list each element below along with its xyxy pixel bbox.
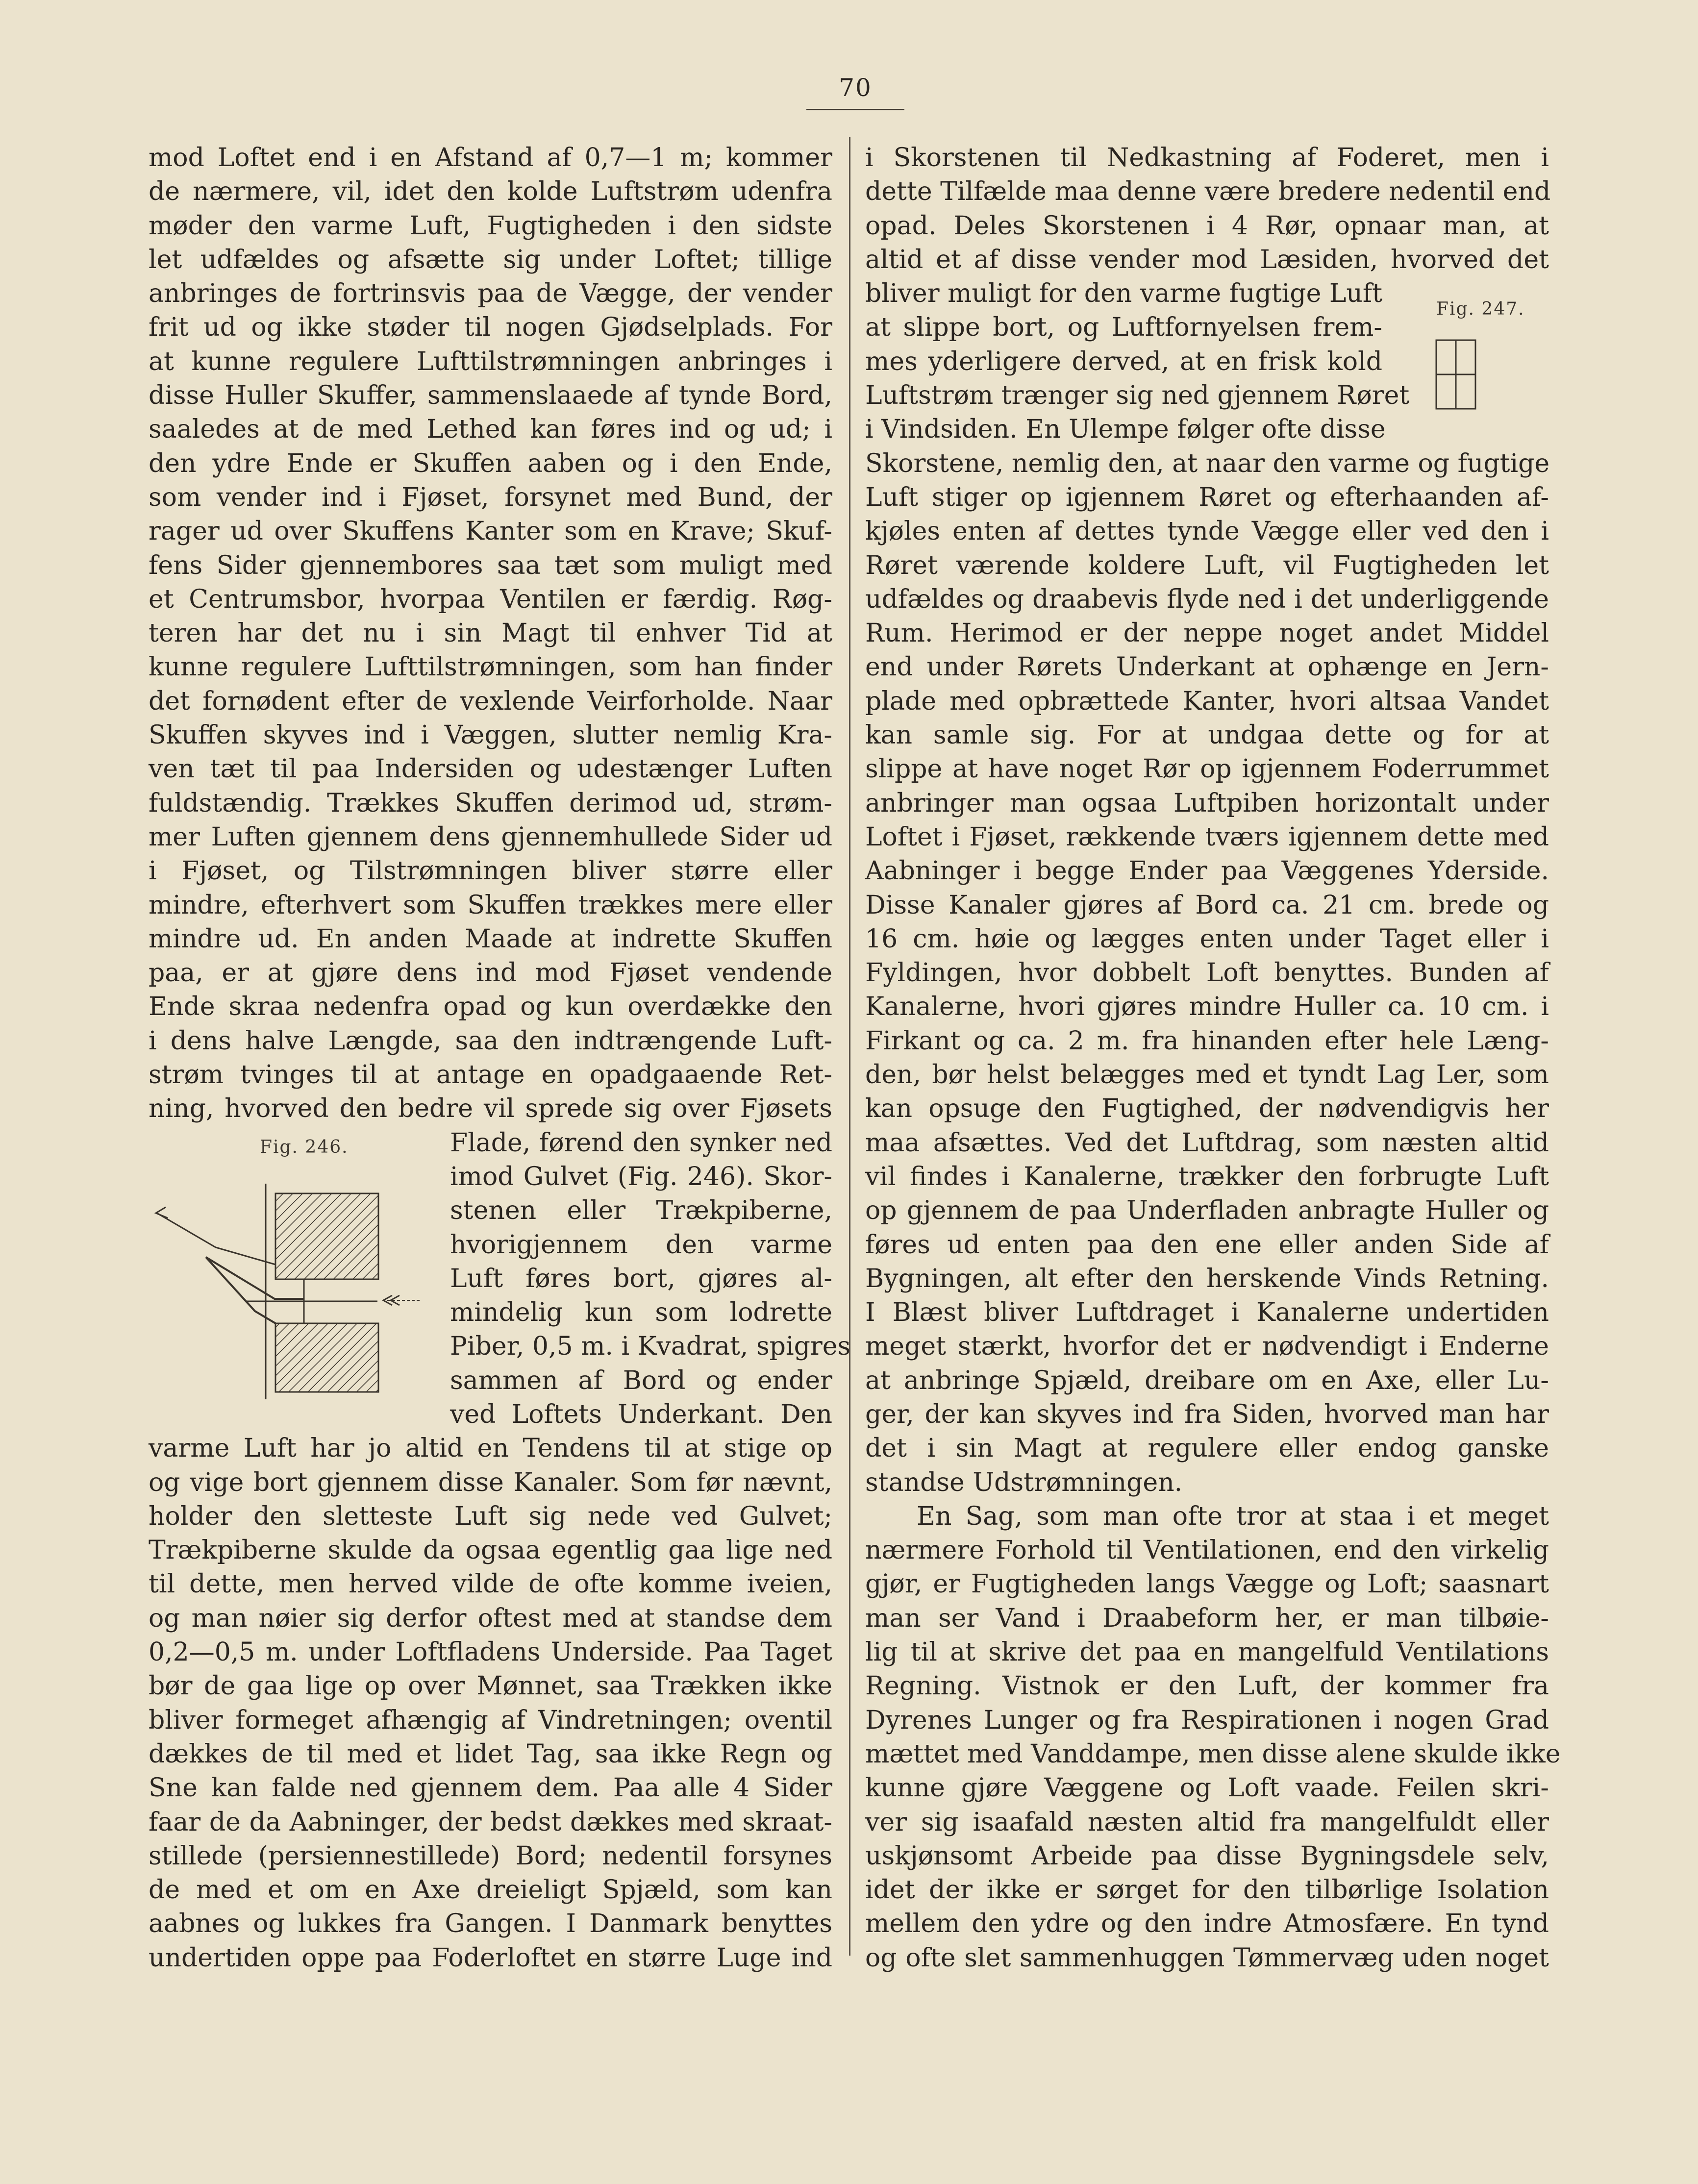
text-line: dette Tilfælde maa denne være bredere nedentil end: [865, 177, 1551, 207]
text-line: bør de gaa lige op over Mønnet, saa Trækken ikke: [149, 1671, 832, 1701]
figure-247-caption: Fig. 247.: [1436, 299, 1525, 319]
text-line: maa afsættes. Ved det Luftdrag, som næsten altid: [865, 1128, 1549, 1158]
text-line: teren har det nu i sin Magt til enhver Tid at: [149, 619, 832, 648]
text-line: og ofte slet sammenhuggen Tømmervæg uden noget: [865, 1943, 1549, 1973]
text-line: stenen eller Trækpiberne,: [450, 1196, 832, 1226]
text-line: mindre, efterhvert som Skuffen trækkes mere eller: [149, 890, 832, 920]
text-line: Luft stiger op igjennem Røret og efterhaanden af-: [865, 482, 1549, 512]
figure-247-illustration: [1431, 338, 1480, 412]
text-line: den, bør helst belægges med et tyndt Lag Ler, som: [865, 1060, 1549, 1090]
text-line: mellem den ydre og den indre Atmosfære. En tynd: [865, 1909, 1549, 1939]
text-line: imod Gulvet (Fig. 246). Skor-: [450, 1162, 832, 1191]
text-line: plade med opbrættede Kanter, hvori altsaa Vandet: [865, 686, 1549, 716]
text-line: gjør, er Fugtigheden langs Vægge og Loft; saasnart: [865, 1569, 1549, 1599]
text-line: mer Luften gjennem dens gjennemhullede Sider ud: [149, 822, 832, 852]
text-line: ven tæt til paa Indersiden og udestænger Luften: [149, 754, 832, 784]
text-line: frit ud og ikke støder til nogen Gjødselplads. For: [149, 313, 832, 343]
text-line: holder den sletteste Luft sig nede ved Gulvet;: [149, 1501, 832, 1531]
text-line: kunne regulere Lufttilstrømningen, som han finder: [149, 652, 832, 682]
page-number-rule: [806, 109, 904, 110]
text-line: ger, der kan skyves ind fra Siden, hvorved man har: [865, 1399, 1549, 1429]
text-line: til dette, men herved vilde de ofte komme iveien,: [149, 1569, 832, 1599]
text-line: bliver formeget afhængig af Vindretningen; oventil: [149, 1705, 832, 1735]
text-line: Kanalerne, hvori gjøres mindre Huller ca. 10 cm. i: [865, 992, 1549, 1022]
text-line: kan samle sig. For at undgaa dette og for at: [865, 720, 1549, 750]
text-line: undertiden oppe paa Foderloftet en større Luge ind: [149, 1943, 832, 1973]
text-line: mindelig kun som lodrette: [450, 1298, 832, 1328]
text-line: fens Sider gjennembores saa tæt som muligt med: [149, 550, 832, 580]
text-line: ved Loftets Underkant. Den: [450, 1399, 832, 1429]
text-line: som vender ind i Fjøset, forsynet med Bund, der: [149, 482, 832, 512]
left-column: [149, 141, 851, 1975]
text-line: opad. Deles Skorstenen i 4 Rør, opnaar man, at: [865, 211, 1549, 241]
text-line: Bygningen, alt efter den herskende Vinds Retning.: [865, 1264, 1549, 1293]
text-line: et Centrumsbor, hvorpaa Ventilen er færdig. Røg-: [149, 584, 832, 614]
text-line: strøm tvinges til at antage en opadgaaende Ret-: [149, 1060, 832, 1090]
text-line: stillede (persiennestillede) Bord; nedentil forsynes: [149, 1841, 832, 1871]
text-line: fuldstændig. Trækkes Skuffen derimod ud, strøm-: [149, 788, 832, 818]
text-line: Disse Kanaler gjøres af Bord ca. 21 cm. brede og: [865, 890, 1549, 920]
text-line: vil findes i Kanalerne, trækker den forbrugte Luft: [865, 1162, 1549, 1191]
text-line: paa, er at gjøre dens ind mod Fjøset vendende: [149, 958, 832, 988]
text-line: Trækpiberne skulde da ogsaa egentlig gaa lige ned: [149, 1536, 832, 1565]
figure-246-caption: Fig. 246.: [260, 1137, 349, 1157]
text-line: Luftstrøm trænger sig ned gjennem Røret: [865, 381, 1410, 411]
text-line: mod Loftet end i en Afstand af 0,7—1 m; kommer: [149, 143, 832, 173]
text-line: Ende skraa nedenfra opad og kun overdække den: [149, 992, 832, 1022]
text-line: mættet med Vanddampe, men disse alene skulde ikke: [865, 1739, 1561, 1769]
text-line: varme Luft har jo altid en Tendens til at stige op: [149, 1434, 832, 1464]
text-line: bliver muligt for den varme fugtige Luft: [865, 279, 1383, 309]
text-line: det i sin Magt at regulere eller endog ganske: [865, 1434, 1549, 1464]
text-line: møder den varme Luft, Fugtigheden i den sidste: [149, 211, 832, 241]
figure-246-illustration: [147, 1174, 422, 1409]
text-line: lig til at skrive det paa en mangelfuld Ventilations: [865, 1638, 1549, 1667]
text-line: standse Udstrømningen.: [865, 1467, 1183, 1497]
text-line: og man nøier sig derfor oftest med at standse dem: [149, 1603, 832, 1633]
text-line: hvorigjennem den varme: [450, 1230, 832, 1260]
text-line: op gjennem de paa Underfladen anbragte Huller og: [865, 1196, 1549, 1226]
text-line: kjøles enten af dettes tynde Vægge eller ved den i: [865, 517, 1549, 546]
text-line: at kunne regulere Lufttilstrømningen anbringes i: [149, 347, 832, 376]
text-line: og vige bort gjennem disse Kanaler. Som før nævnt,: [149, 1467, 832, 1497]
text-line: Regning. Vistnok er den Luft, der kommer fra: [865, 1671, 1549, 1701]
text-line: end under Rørets Underkant at ophænge en Jern-: [865, 652, 1549, 682]
text-line: i Skorstenen til Nedkastning af Foderet, men i: [865, 143, 1549, 173]
text-line: Luft føres bort, gjøres al-: [450, 1264, 832, 1293]
text-line: i dens halve Længde, saa den indtrængende Luft-: [149, 1026, 832, 1056]
text-line: kan opsuge den Fugtighed, der nødvendigvis her: [865, 1094, 1549, 1124]
text-line: 0,2—0,5 m. under Loftfladens Underside. Paa Taget: [149, 1638, 832, 1667]
text-line: Skorstene, nemlig den, at naar den varme og fugtige: [865, 448, 1550, 478]
text-line: En Sag, som man ofte tror at staa i et meget: [917, 1501, 1549, 1531]
text-line: mes yderligere derved, at en frisk kold: [865, 347, 1382, 376]
text-line: idet der ikke er sørget for den tilbørlige Isolation: [865, 1875, 1549, 1905]
text-line: de med et om en Axe dreieligt Spjæld, som kan: [149, 1875, 832, 1905]
text-line: faar de da Aabninger, der bedst dækkes med skraat-: [149, 1807, 832, 1837]
text-line: i Fjøset, og Tilstrømningen bliver større eller: [149, 856, 832, 886]
text-line: aabnes og lukkes fra Gangen. I Danmark benyttes: [149, 1909, 832, 1939]
text-line: at anbringe Spjæld, dreibare om en Axe, eller Lu-: [865, 1365, 1549, 1395]
text-line: slippe at have noget Rør op igjennem Foderrummet: [865, 754, 1549, 784]
text-line: føres ud enten paa den ene eller anden Side af: [865, 1230, 1549, 1260]
text-line: ver sig isaafald næsten altid fra mangelfuldt eller: [865, 1807, 1549, 1837]
text-line: Røret værende koldere Luft, vil Fugtigheden let: [865, 550, 1549, 580]
text-line: Flade, førend den synker ned: [450, 1128, 832, 1158]
text-line: dækkes de til med et lidet Tag, saa ikke Regn og: [149, 1739, 832, 1769]
text-line: I Blæst bliver Luftdraget i Kanalerne undertiden: [865, 1298, 1549, 1328]
text-line: mindre ud. En anden Maade at indrette Skuffen: [149, 924, 832, 954]
text-line: nærmere Forhold til Ventilationen, end den virkelig: [865, 1536, 1549, 1565]
text-line: udfældes og draabevis flyde ned i det underliggende: [865, 584, 1549, 614]
text-line: Sne kan falde ned gjennem dem. Paa alle 4 Sider: [149, 1773, 832, 1803]
page-number: 70: [839, 74, 872, 102]
text-line: at slippe bort, og Luftfornyelsen frem-: [865, 313, 1382, 343]
text-line: rager ud over Skuffens Kanter som en Krave; Skuf-: [149, 517, 832, 546]
text-line: Fyldingen, hvor dobbelt Loft benyttes. Bunden af: [865, 958, 1549, 988]
text-line: Firkant og ca. 2 m. fra hinanden efter hele Læng-: [865, 1026, 1549, 1056]
text-line: det fornødent efter de vexlende Veirforholde. Naar: [149, 686, 832, 716]
text-line: ning, hvorved den bedre vil sprede sig over Fjøsets: [149, 1094, 832, 1124]
text-line: den ydre Ende er Skuffen aaben og i den Ende,: [149, 448, 832, 478]
text-line: 16 cm. høie og lægges enten under Taget eller i: [865, 924, 1549, 954]
text-line: man ser Vand i Draabeform her, er man tilbøie-: [865, 1603, 1549, 1633]
text-line: de nærmere, vil, idet den kolde Luftstrøm udenfra: [149, 177, 832, 207]
text-line: anbringes de fortrinsvis paa de Vægge, der vender: [149, 279, 832, 309]
text-line: altid et af disse vender mod Læsiden, hvorved det: [865, 245, 1549, 274]
text-line: anbringer man ogsaa Luftpiben horizontalt under: [865, 788, 1549, 818]
text-line: Aabninger i begge Ender paa Væggenes Yderside.: [865, 856, 1549, 886]
text-line: i Vindsiden. En Ulempe følger ofte disse: [865, 415, 1386, 445]
text-line: meget stærkt, hvorfor det er nødvendigt i Enderne: [865, 1332, 1549, 1362]
text-line: sammen af Bord og ender: [450, 1365, 832, 1395]
right-column: [865, 141, 1561, 1975]
text-line: let udfældes og afsætte sig under Loftet; tillige: [149, 245, 832, 274]
text-line: Dyrenes Lunger og fra Respirationen i nogen Grad: [865, 1705, 1549, 1735]
text-line: kunne gjøre Væggene og Loft vaade. Feilen skri-: [865, 1773, 1549, 1803]
text-line: disse Huller Skuffer, sammenslaaede af tynde Bord,: [149, 381, 832, 411]
column-divider: [849, 137, 850, 1956]
text-line: Skuffen skyves ind i Væggen, slutter nemlig Kra-: [149, 720, 832, 750]
text-line: Piber, 0,5 m. i Kvadrat, spigres: [450, 1332, 851, 1362]
text-line: Loftet i Fjøset, rækkende tværs igjennem dette med: [865, 822, 1549, 852]
text-line: saaledes at de med Lethed kan føres ind og ud; i: [149, 415, 832, 445]
text-line: Rum. Herimod er der neppe noget andet Middel: [865, 619, 1549, 648]
text-line: uskjønsomt Arbeide paa disse Bygningsdele selv,: [865, 1841, 1549, 1871]
